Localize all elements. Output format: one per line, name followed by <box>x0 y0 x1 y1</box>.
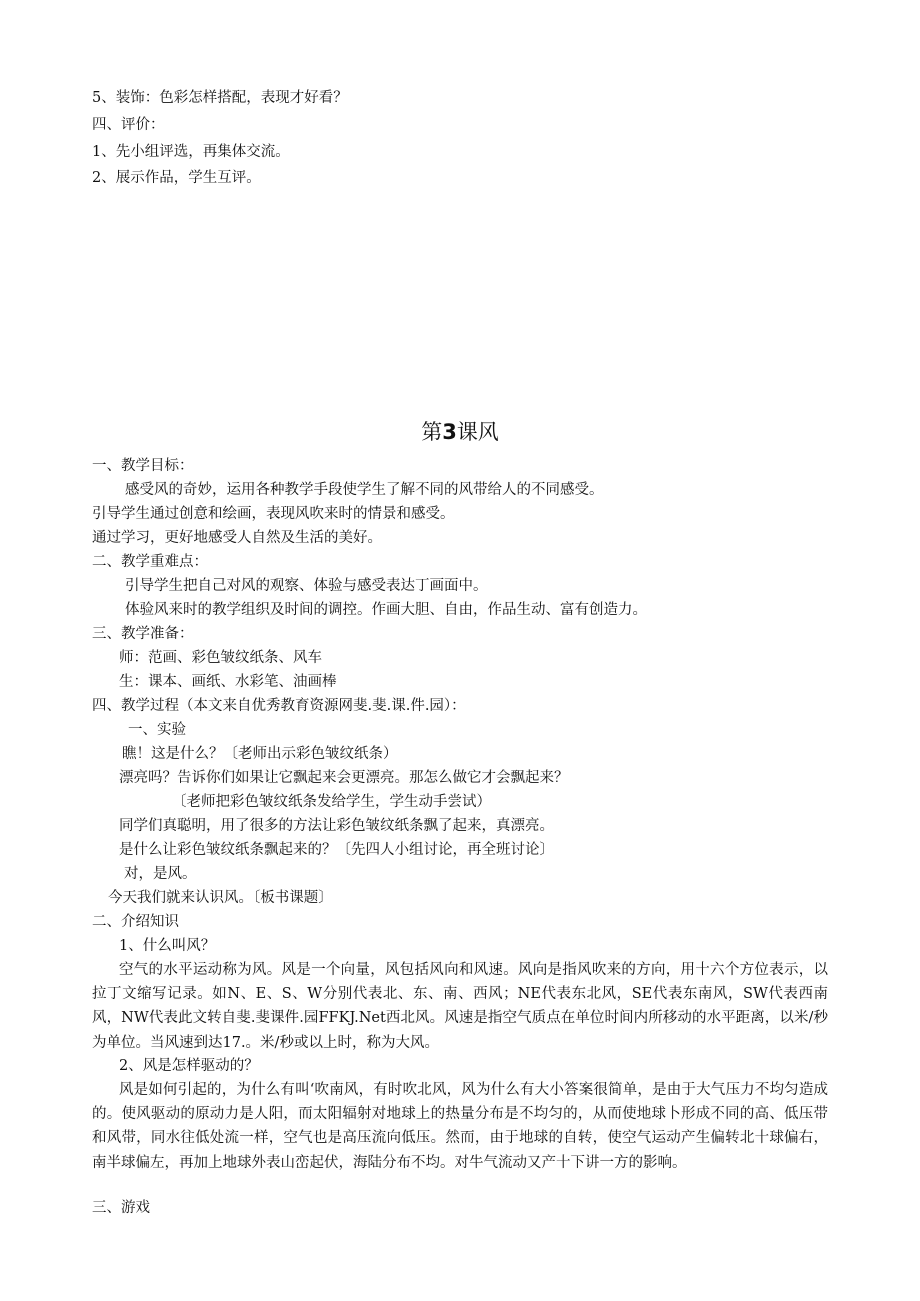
lesson-number: 3 <box>442 420 457 444</box>
text-line: 漂亮吗？告诉你们如果让它飘起来会更漂亮。那怎么做它才会飘起来？ <box>119 770 569 786</box>
text-line: 引导学生把自己对风的观察、体验与感受表达丁画面中。 <box>125 578 488 594</box>
lesson-title-suffix: 课风 <box>456 420 499 444</box>
section-heading: 二、介绍知识 <box>92 914 179 930</box>
paragraph: 风是如何引起的，为什么有叫‘吹南风，有时吹北风，风为什么有大小答案很简单，是由于大气压力不均匀造成的。使风驱动的原动力是人阳，而太阳辐射对地球上的热量分布是不均匀的，从而使地球卜形成不同的高、低压带和风带，同水往低处流一样，空气也是高压流向低压。然而，由于地球的自转，使空气运动产生偏转北十球偏右，南半球偏左，再加上地球外表山峦起伏，海陆分布不均。对牛气流动又产十下讲一方的影响。 <box>92 1082 828 1171</box>
text-line: 同学们真聪明，用了很多的方法让彩色皱纹纸条飘了起来，真漂亮。 <box>119 818 554 834</box>
text-line: 生：课本、画纸、水彩笔、油画棒 <box>119 674 337 690</box>
text-line: 通过学习，更好地感受人自然及生活的美好。 <box>92 530 382 546</box>
text-line: 5、装饰：色彩怎样搭配，表现才好看？ <box>92 90 348 106</box>
text-line: 1、先小组评选，再集体交流。 <box>92 144 290 160</box>
lesson-title <box>0 418 920 446</box>
paragraph: 空气的水平运动称为风。风是一个向量，风包括风向和风速。风向是指风吹来的方向，用十六个方位表示，以拉丁文缩写记录。如N、E、S、W分别代表北、东、南、西风；NE代表东北风，SE代表东南风，SW代表西南风，NW代表此文转自斐.斐课件.园FFKJ.Net西北风。风速是指空气质点在单位时间内所移动的水平距离，以米/秒为单位。当风速到达17.。米/秒或以上时，称为大风。 <box>92 962 828 1051</box>
section-heading: 三、教学准备： <box>92 626 194 642</box>
text-line: 是什么让彩色皱纹纸条飘起来的？〔先四人小组讨论，再全班讨论〕 <box>119 842 554 858</box>
text-line: 今天我们就来认识风。〔板书课题〕 <box>108 890 333 906</box>
section-heading: 四、评价： <box>92 117 165 133</box>
text-line: 体验风来时的教学组织及时间的调控。作画大胆、自由，作品生动、富有创造力。 <box>125 602 647 618</box>
text-line: 引导学生通过创意和绘画，表现风吹来时的情景和感受。 <box>92 506 455 522</box>
text-line: 感受风的奇妙，运用各种教学手段使学生了解不同的风带给人的不同感受。 <box>125 482 604 498</box>
section-heading: 二、教学重难点： <box>92 554 208 570</box>
subsection-heading: 2、风是怎样驱动的？ <box>119 1058 259 1074</box>
lesson-title-prefix: 第 <box>421 420 443 444</box>
text-line: 对，是风。 <box>124 866 197 882</box>
section-heading: 四、教学过程（本文来自优秀教育资源网斐.斐.课.件.园）： <box>92 698 466 714</box>
text-line: 师：范画、彩色皱纹纸条、风车 <box>119 650 322 666</box>
section-heading: 三、游戏 <box>92 1200 150 1216</box>
subsection-heading: 1、什么叫风？ <box>119 938 216 954</box>
text-line: 〔老师把彩色皱纹纸条发给学生，学生动手尝试） <box>172 794 491 810</box>
subsection-heading: 一、实验 <box>128 722 186 738</box>
text-line: 2、展示作品，学生互评。 <box>92 170 261 186</box>
section-heading: 一、教学目标： <box>92 458 194 474</box>
text-line: 瞧！这是什么？〔老师出示彩色皱纹纸条） <box>122 746 398 762</box>
